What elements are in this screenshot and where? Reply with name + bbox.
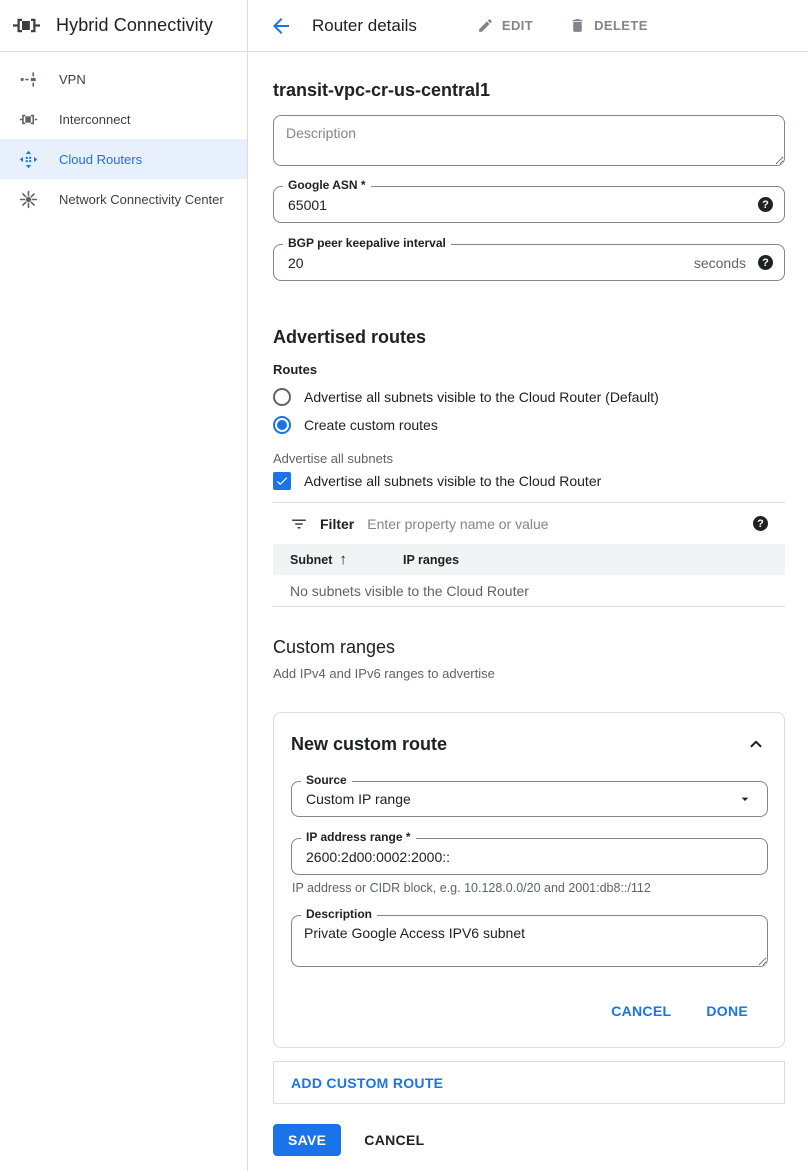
- google-asn-field: [273, 178, 785, 223]
- sidebar-item-label: Interconnect: [59, 111, 131, 127]
- router-name: transit-vpc-cr-us-central1: [273, 80, 491, 100]
- sidebar-item-interconnect[interactable]: [0, 99, 247, 139]
- add-custom-route-button[interactable]: [273, 1061, 785, 1104]
- sidebar-header: [0, 0, 247, 52]
- bgp-keepalive-label: BGP peer keepalive interval: [283, 236, 451, 250]
- checkbox-checked-icon[interactable]: [273, 472, 291, 490]
- filter-label[interactable]: Filter: [320, 515, 355, 532]
- custom-ranges-heading: Custom ranges: [273, 637, 396, 657]
- help-icon[interactable]: [753, 516, 768, 531]
- radio-label[interactable]: Create custom routes: [304, 417, 438, 433]
- dropdown-arrow-icon: [737, 791, 753, 807]
- source-select[interactable]: [291, 773, 768, 817]
- add-custom-route-label: ADD CUSTOM ROUTE: [291, 1074, 444, 1091]
- sidebar-item-vpn[interactable]: [0, 59, 247, 99]
- card-title: New custom route: [291, 733, 448, 754]
- table-empty-state: No subnets visible to the Cloud Router: [273, 575, 785, 607]
- vpn-icon: [18, 69, 38, 89]
- interconnect-icon: [18, 109, 38, 129]
- main-panel: [248, 0, 808, 1171]
- filter-input[interactable]: [367, 516, 753, 532]
- cancel-route-button[interactable]: CANCEL: [611, 1003, 672, 1019]
- router-description-field: [273, 115, 785, 166]
- sidebar: [0, 0, 248, 1171]
- page-title: Router details: [312, 15, 417, 35]
- column-header-subnet[interactable]: [290, 551, 403, 568]
- delete-button[interactable]: [569, 17, 648, 34]
- new-custom-route-card: [273, 712, 785, 1048]
- ip-range-helper-text: IP address or CIDR block, e.g. 10.128.0.0/20 and 2001:db8::/112: [292, 881, 651, 895]
- sort-ascending-icon: ↑: [339, 551, 347, 568]
- router-form: [248, 52, 808, 1171]
- bgp-keepalive-unit: seconds: [693, 254, 746, 271]
- collapse-button[interactable]: [744, 732, 768, 756]
- pencil-icon: [477, 17, 494, 34]
- routes-label: Routes: [273, 362, 318, 377]
- network-connectivity-center-icon: [18, 189, 38, 209]
- advertise-all-subnets-checkbox-row[interactable]: [273, 471, 785, 491]
- radio-label[interactable]: Advertise all subnets visible to the Cloud Router (Default): [304, 389, 659, 405]
- edit-button-label: EDIT: [501, 18, 534, 33]
- delete-button-label: DELETE: [594, 18, 648, 33]
- ip-address-range-field: [291, 830, 768, 875]
- ip-address-range-label: IP address range *: [301, 830, 416, 844]
- column-header-ip-ranges[interactable]: IP ranges: [403, 552, 460, 567]
- sidebar-nav: [0, 52, 247, 219]
- bgp-keepalive-input[interactable]: [274, 255, 694, 271]
- cloud-routers-icon: [18, 149, 38, 169]
- page-header: [248, 0, 808, 52]
- subnets-table: [273, 502, 785, 607]
- sidebar-item-label: Cloud Routers: [59, 151, 143, 167]
- radio-create-custom-routes[interactable]: [273, 415, 785, 435]
- cancel-button[interactable]: CANCEL: [364, 1132, 425, 1148]
- bgp-keepalive-field: [273, 236, 785, 281]
- route-description-label: Description: [301, 907, 377, 921]
- chevron-up-icon: [747, 735, 765, 753]
- custom-ranges-caption: Add IPv4 and IPv6 ranges to advertise: [273, 666, 495, 681]
- done-route-button[interactable]: DONE: [706, 1003, 748, 1019]
- help-icon[interactable]: [758, 255, 773, 270]
- filter-bar: [273, 503, 785, 544]
- sidebar-item-cloud-routers[interactable]: [0, 139, 247, 179]
- radio-advertise-all-default[interactable]: [273, 387, 785, 407]
- advertise-all-subnets-caption: Advertise all subnets: [273, 451, 393, 466]
- route-description-input[interactable]: [292, 916, 767, 966]
- filter-icon[interactable]: [290, 515, 308, 533]
- ip-address-range-input[interactable]: [292, 849, 767, 865]
- source-selected-value: Custom IP range: [306, 791, 411, 807]
- router-description-input[interactable]: [274, 116, 784, 165]
- save-button[interactable]: SAVE: [273, 1124, 341, 1156]
- edit-button[interactable]: [477, 17, 533, 34]
- checkbox-label[interactable]: Advertise all subnets visible to the Cloud Router: [304, 473, 602, 489]
- card-actions: [291, 1003, 768, 1019]
- google-asn-input[interactable]: [274, 197, 758, 213]
- sidebar-item-label: VPN: [59, 71, 86, 87]
- hybrid-connectivity-icon: [13, 12, 40, 39]
- card-header: [291, 733, 768, 755]
- table-header-row: [273, 544, 785, 575]
- back-button[interactable]: [269, 14, 293, 38]
- advertised-routes-heading: Advertised routes: [273, 327, 427, 347]
- help-icon[interactable]: [758, 197, 773, 212]
- form-actions: [273, 1124, 785, 1156]
- arrow-back-icon: [269, 14, 293, 38]
- source-label: Source: [301, 773, 352, 787]
- radio-checked-icon[interactable]: [273, 416, 291, 434]
- route-description-field: [291, 907, 768, 967]
- trash-icon: [569, 17, 586, 34]
- column-header-label: Subnet: [290, 552, 333, 567]
- sidebar-title: Hybrid Connectivity: [56, 15, 213, 35]
- radio-unchecked-icon[interactable]: [273, 388, 291, 406]
- sidebar-item-network-connectivity-center[interactable]: [0, 179, 247, 219]
- sidebar-item-label: Network Connectivity Center: [59, 191, 224, 207]
- google-asn-label: Google ASN *: [283, 178, 371, 192]
